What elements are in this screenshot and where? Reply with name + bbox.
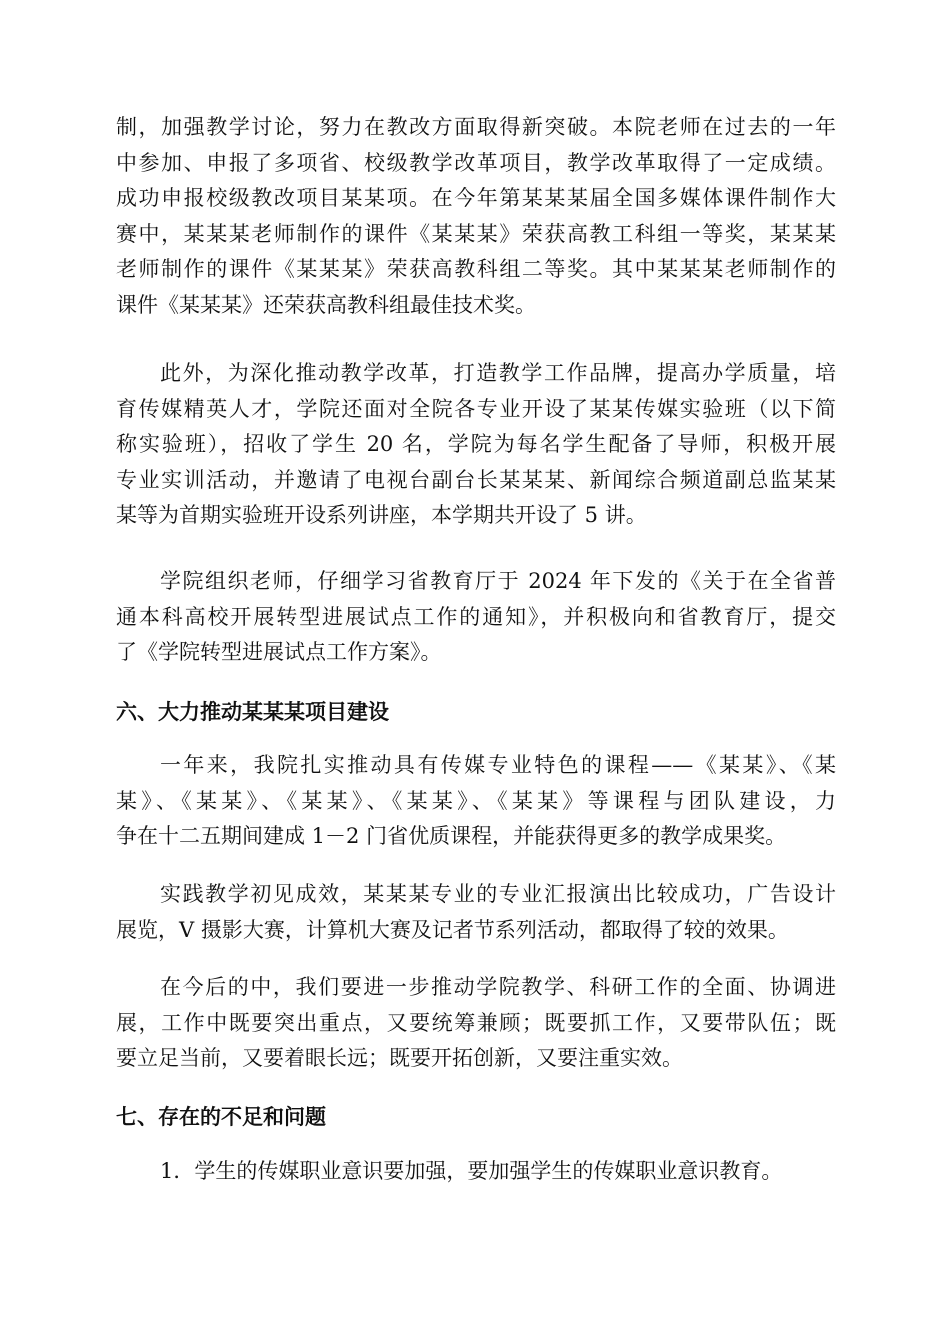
paragraph-teaching-reform bbox=[116, 110, 836, 323]
text-line: 制，加强教学讨论，努力在教改方面取得新突破。本院老师在过去的一年 bbox=[116, 115, 836, 139]
text-line: 此外，为深化推动教学改革，打造教学工作品牌，提高办学质量，培 bbox=[160, 361, 836, 385]
paragraph-course-building bbox=[116, 748, 836, 855]
text-line: 1．学生的传媒职业意识要加强，要加强学生的传媒职业意识教育。 bbox=[160, 1159, 783, 1183]
text-line: 称实验班），招收了学生 20 名，学院为每名学生配备了导师，积极开展 bbox=[116, 432, 836, 456]
text-line: 了《学院转型进展试点工作方案》。 bbox=[116, 640, 442, 664]
text-line: 一年来，我院扎实推动具有传媒专业特色的课程——《某某》、《某 bbox=[160, 753, 836, 777]
text-line: 通本科高校开展转型进展试点工作的通知》，并积极向和省教育厅，提交 bbox=[116, 604, 836, 629]
text-line: 展览，V 摄影大赛，计算机大赛及记者节系列活动，都取得了较的效果。 bbox=[116, 917, 789, 942]
text-line: 学院组织老师，仔细学习省教育厅于 2024 年下发的《关于在全省普 bbox=[160, 569, 836, 593]
text-line: 展，工作中既要突出重点，又要统筹兼顾；既要抓工作，又要带队伍；既 bbox=[116, 1010, 836, 1035]
text-line: 争在十二五期间建成 1－2 门省优质课程，并能获得更多的教学成果奖。 bbox=[116, 824, 787, 848]
paragraph-transformation-pilot bbox=[116, 564, 836, 671]
list-item-1 bbox=[116, 1154, 836, 1190]
text-line: 赛中，某某某老师制作的课件《某某某》荣获高教工科组一等奖，某某某 bbox=[116, 221, 836, 246]
text-line: 成功申报校级教改项目某某项。在今年第某某某届全国多媒体课件制作大 bbox=[116, 186, 836, 210]
text-line: 某》、《某某》、《某某》、《某某》、《某某》等课程与团队建设，力 bbox=[116, 788, 836, 813]
paragraph-experimental-class bbox=[116, 356, 836, 534]
paragraph-future-work bbox=[116, 970, 836, 1077]
text-line: 实践教学初见成效，某某某专业的专业汇报演出比较成功，广告设计 bbox=[160, 882, 836, 906]
text-line: 在今后的中，我们要进一步推动学院教学、科研工作的全面、协调进 bbox=[160, 975, 836, 999]
section-heading-seven: 七、存在的不足和问题 bbox=[116, 1105, 326, 1129]
text-line: 课件《某某某》还荣获高教科组最佳技术奖。 bbox=[116, 292, 536, 317]
paragraph-practice-teaching bbox=[116, 877, 836, 948]
text-line: 中参加、申报了多项省、校级教学改革项目，教学改革取得了一定成绩。 bbox=[116, 150, 836, 175]
text-line: 某等为首期实验班开设系列讲座，本学期共开设了 5 讲。 bbox=[116, 503, 647, 527]
text-line: 老师制作的课件《某某某》荣获高教科组二等奖。其中某某某老师制作的 bbox=[116, 257, 836, 281]
text-line: 育传媒精英人才，学院还面对全院各专业开设了某某传媒实验班（以下简 bbox=[116, 396, 836, 421]
text-line: 要立足当前，又要着眼长远；既要开拓创新，又要注重实效。 bbox=[116, 1046, 683, 1070]
section-heading-six: 六、大力推动某某某项目建设 bbox=[116, 700, 389, 724]
text-line: 专业实训活动，并邀请了电视台副台长某某某、新闻综合频道副总监某某 bbox=[116, 467, 836, 492]
